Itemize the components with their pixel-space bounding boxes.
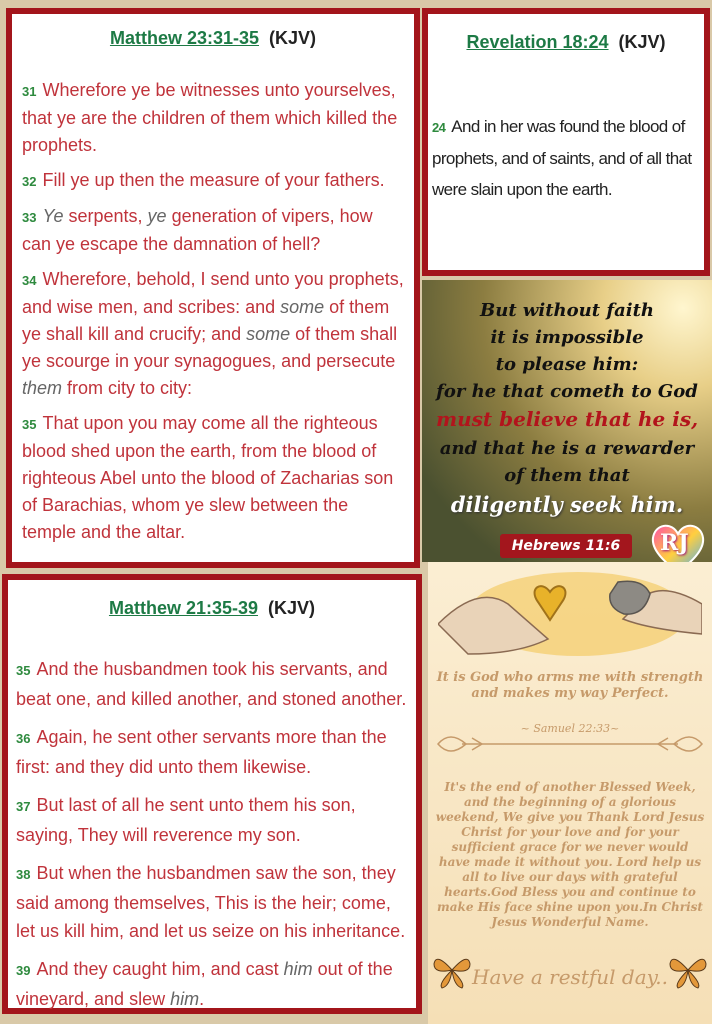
- verse-35: [16, 655, 408, 713]
- verse-italic: him: [283, 959, 313, 979]
- verse-36: [16, 723, 408, 781]
- matthew-21-panel: [2, 574, 422, 1014]
- verse-number: 32: [22, 174, 37, 189]
- matthew-23-panel: [6, 8, 420, 568]
- matthew-21-reference: Matthew 21:35-39: [108, 598, 259, 618]
- verse-text: But last of all he sent unto them his son, saying, They will reverence my son.: [16, 795, 356, 845]
- verse-italic: Ye: [42, 206, 64, 226]
- faith-line-emphasis: must believe that he is,: [435, 407, 699, 431]
- revelation-version: (KJV): [618, 32, 666, 52]
- verse-italic: them: [22, 378, 63, 398]
- card-closing: Have a restful day..: [472, 965, 668, 989]
- verse-text: of them shall ye scourge in your synagogues, and persecute: [22, 324, 398, 371]
- verse-31: [22, 77, 404, 159]
- faith-line: it is impossible: [490, 327, 644, 348]
- verse-text: And in her was found the blood of prophets, and of saints, and of all that were slain upon the earth.: [432, 117, 692, 199]
- logo-text: RJ: [660, 530, 689, 556]
- matthew-21-heading: [16, 598, 408, 619]
- verse-39: [16, 955, 408, 1013]
- verse-37: [16, 791, 408, 849]
- verse-number: 33: [22, 210, 37, 225]
- faith-line: But without faith: [480, 300, 654, 321]
- ornament-divider: [432, 724, 708, 764]
- matthew-21-version: (KJV): [268, 598, 316, 618]
- verse-number: 35: [22, 417, 37, 432]
- verse-number: 31: [22, 84, 37, 99]
- verse-24: [432, 111, 700, 205]
- verse-38: [16, 859, 408, 945]
- faith-line-highlight: diligently seek him.: [450, 492, 684, 517]
- verse-33: [22, 203, 404, 258]
- verse-text: That upon you may come all the righteous blood shed upon the earth, from the blood of righteous Abel unto the blood of Zacharias son of Barachias, whom ye slew between the temple and the altar.: [22, 413, 394, 542]
- verse-32: [22, 167, 404, 195]
- verse-italic: some: [246, 324, 291, 344]
- verse-number: 34: [22, 273, 37, 288]
- hands-heart-illustration: [438, 564, 702, 664]
- matthew-23-heading: [22, 28, 404, 49]
- card-message: It's the end of another Blessed Week, and the beginning of a glorious weekend, We give you Thank Lord Jesus Christ for your love and for your sufficient grace for we never would have made it without you. Lord help us all to live our days with grateful hearts.God Bless you and continue to make His face shine upon you.In Christ Jesus Wonderful Name.: [435, 780, 705, 929]
- verse-text: out of the vineyard, and slew: [16, 959, 393, 1009]
- verse-number: 38: [16, 867, 31, 882]
- verse-34: [22, 266, 404, 402]
- faith-line: to please him:: [495, 354, 639, 375]
- revelation-reference: Revelation 18:24: [466, 32, 609, 52]
- verse-text: Wherefore ye be witnesses unto yourselves, that ye are the children of them which killed the prophets.: [22, 80, 398, 155]
- verse-text: generation of vipers, how can ye escape the damnation of hell?: [22, 206, 373, 254]
- verse-italic: ye: [147, 206, 167, 226]
- verse-number: 24: [432, 120, 446, 135]
- verse-text: Wherefore, behold, I send unto you prophets, and wise men, and scribes: and: [22, 269, 404, 317]
- verse-text: But when the husbandmen saw the son, they said among themselves, This is the heir; come, let us kill him, and let us seize on his inheritance.: [16, 863, 406, 941]
- verse-text: And they caught him, and cast: [36, 959, 284, 979]
- matthew-23-reference: Matthew 23:31-35: [109, 28, 260, 48]
- verse-text: from city to city:: [62, 378, 193, 398]
- revelation-heading: [432, 32, 700, 53]
- faith-line: for he that cometh to God: [436, 381, 698, 402]
- verse-text: serpents,: [63, 206, 148, 226]
- verse-text: Again, he sent other servants more than the first: and they did unto them likewise.: [16, 727, 387, 777]
- verse-text: And the husbandmen took his servants, and beat one, and killed another, and stoned another.: [16, 659, 407, 709]
- card-quote: It is God who arms me with strength and makes my way Perfect.: [436, 670, 704, 701]
- faith-line: of them that: [504, 465, 630, 486]
- matthew-23-version: (KJV): [269, 28, 317, 48]
- verse-text: .: [199, 989, 205, 1009]
- verse-number: 39: [16, 963, 31, 978]
- verse-italic: him: [170, 989, 200, 1009]
- verse-35: [22, 410, 404, 546]
- verse-number: 35: [16, 663, 31, 678]
- revelation-panel: [422, 8, 710, 276]
- verse-text: of them ye shall kill and crucify; and: [22, 297, 390, 344]
- hebrews-badge: Hebrews 11:6: [500, 534, 632, 558]
- verse-italic: some: [280, 297, 325, 317]
- card-reference: ~ Samuel 22:33~: [520, 722, 620, 735]
- verse-number: 36: [16, 731, 31, 746]
- faith-line: and that he is a rewarder: [439, 438, 695, 459]
- verse-text: Fill ye up then the measure of your fathers.: [42, 170, 385, 190]
- verse-number: 37: [16, 799, 31, 814]
